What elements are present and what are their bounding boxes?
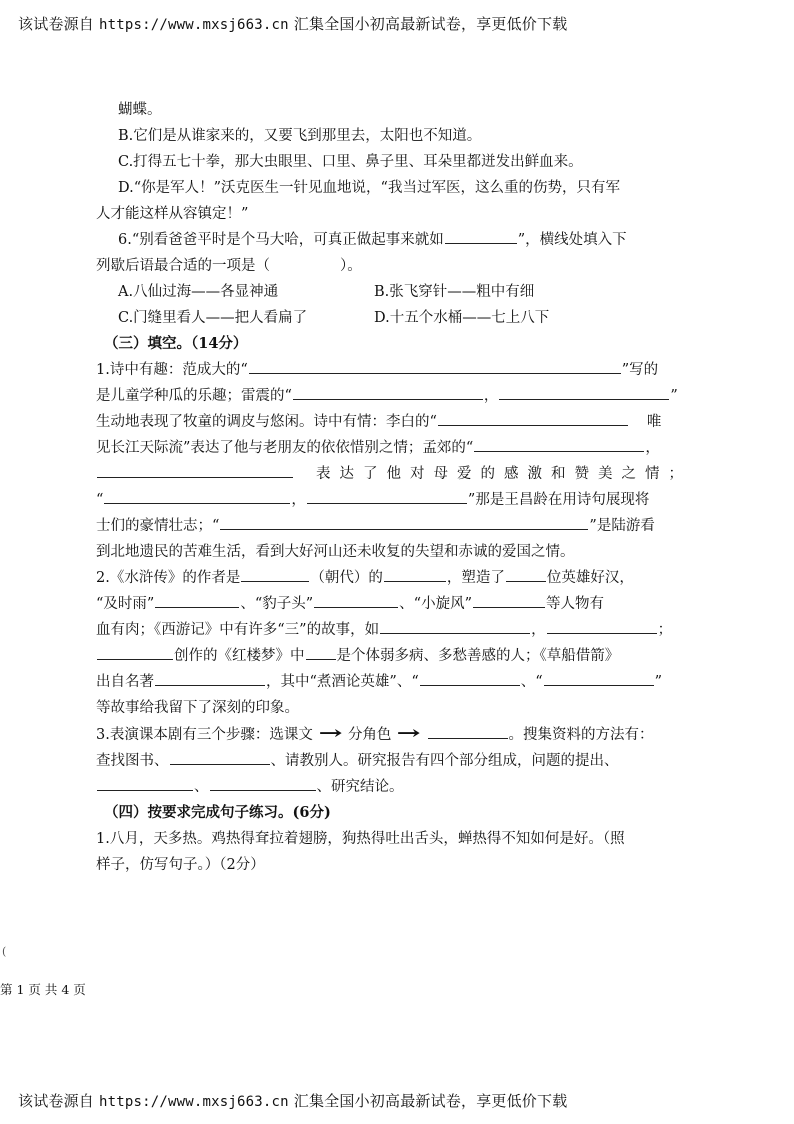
q-text: 、 xyxy=(194,779,209,795)
option-c: C.门缝里看人——把人看扁了 xyxy=(118,310,308,326)
section-3-title: （三）填空。（14分） xyxy=(104,335,248,352)
answer-blank[interactable] xyxy=(241,566,309,582)
q-text: 是儿童学种瓜的乐趣；雷震的“ xyxy=(96,388,292,404)
q2-line xyxy=(96,617,718,643)
option-d-sentence: D.“你是军人！”沃克医生一针见血地说，“我当过军医，这么重的伤势，只有军 xyxy=(118,180,620,196)
q-text: 2.《水浒传》的作者是 xyxy=(96,570,241,586)
q2-line xyxy=(96,643,718,669)
q3-line xyxy=(96,774,718,800)
q-text: “及时雨” xyxy=(96,596,155,612)
source-banner-top xyxy=(18,13,567,34)
answer-blank[interactable] xyxy=(155,592,239,608)
answer-blank[interactable] xyxy=(307,488,467,504)
q-text: ”那是王昌龄在用诗句展现将 xyxy=(467,492,650,508)
q1-line xyxy=(96,383,718,409)
q-text: 。搜集资料的方法有： xyxy=(508,727,654,743)
s4-question-1: 1.八月，天多热。鸡热得耷拉着翅膀，狗热得吐出舌头，蝉热得不知如何是好。（照 xyxy=(96,831,625,847)
q-text: ”写的 xyxy=(621,362,659,378)
page-number-footer: 第 1 页 共 4 页 xyxy=(0,982,86,997)
q-text: 表达了他对母爱的感激和赞美之情； xyxy=(316,466,692,482)
answer-blank[interactable] xyxy=(249,358,621,374)
answer-blank[interactable] xyxy=(155,670,265,686)
q1-line xyxy=(96,435,718,461)
answer-blank[interactable] xyxy=(420,670,520,686)
q-text: 是个体弱多病、多愁善感的人；《草船借箭》 xyxy=(336,648,620,664)
q-text: 等人物有 xyxy=(545,596,604,612)
q-text: ， xyxy=(291,492,306,508)
text-line: 人才能这样从容镇定！” xyxy=(96,206,249,222)
scan-edge-mark: ( xyxy=(2,945,7,958)
answer-blank[interactable] xyxy=(97,644,173,660)
banner-url-link[interactable]: https://www.mxsj663.cn xyxy=(98,1094,289,1110)
q2-line: 等故事给我留下了深刻的印象。 xyxy=(96,700,299,716)
answer-blank[interactable] xyxy=(220,514,588,530)
s4-question-1-cont: 样子，仿写句子。）（2分） xyxy=(96,857,265,873)
options-row xyxy=(96,279,718,305)
q-text: 、“小旋风” xyxy=(399,596,472,612)
banner-prefix: 该试卷源自 xyxy=(18,15,95,33)
answer-blank[interactable] xyxy=(97,462,293,478)
q-text: （朝代）的 xyxy=(310,570,383,586)
question-6 xyxy=(96,227,718,253)
answer-blank[interactable] xyxy=(293,384,483,400)
q-text: 、“ xyxy=(520,674,543,690)
q-text: 分角色 xyxy=(347,727,392,743)
q1-line xyxy=(96,487,718,513)
option-d: D.十五个水桶——七上八下 xyxy=(374,310,550,326)
option-c-sentence: C.打得五七十拳，那大虫眼里、口里、鼻子里、耳朵里都迸发出鲜血来。 xyxy=(118,154,583,170)
q-text: ” xyxy=(670,388,678,404)
q1-line xyxy=(96,409,718,435)
exam-page-content xyxy=(96,97,718,878)
options-row xyxy=(96,305,718,331)
q-text: ”是陆游看 xyxy=(589,518,655,534)
q-text: 位英雄好汉， xyxy=(546,570,634,586)
q-text: 1.诗中有趣：范成大的“ xyxy=(96,362,248,378)
q2-line xyxy=(96,669,718,695)
q-text: 查找图书、 xyxy=(96,753,169,769)
q1-line xyxy=(96,461,718,487)
option-b-sentence: B.它们是从谁家来的，又要飞到那里去，太阳也不知道。 xyxy=(118,128,482,144)
question-text: ）。 xyxy=(340,258,362,274)
answer-blank[interactable] xyxy=(314,592,398,608)
q-text: ，塑造了 xyxy=(446,570,505,586)
q-text: 血有肉；《西游记》中有许多“三”的故事，如 xyxy=(96,622,380,638)
q-text: 唯 xyxy=(646,414,662,430)
q-text: 出自名著 xyxy=(96,674,154,690)
answer-blank[interactable] xyxy=(473,592,545,608)
q3-line xyxy=(96,748,718,774)
answer-blank[interactable] xyxy=(474,436,644,452)
answer-blank[interactable] xyxy=(428,723,508,739)
q-text: ” xyxy=(654,674,663,690)
answer-blank[interactable] xyxy=(170,749,270,765)
q2-line xyxy=(96,565,718,591)
q1-line xyxy=(96,357,718,383)
q-text: ， xyxy=(483,388,499,404)
answer-blank[interactable] xyxy=(104,488,290,504)
source-banner-bottom xyxy=(18,1090,567,1111)
q-text: 3.表演课本剧有三个步骤：选课文 xyxy=(96,727,313,743)
q-text: 创作的《红楼梦》中 xyxy=(174,648,305,664)
answer-blank[interactable] xyxy=(97,775,193,791)
answer-blank[interactable] xyxy=(210,775,316,791)
answer-blank[interactable] xyxy=(380,618,530,634)
q-text: 士们的豪情壮志；“ xyxy=(96,518,220,534)
answer-blank[interactable] xyxy=(306,644,336,660)
q-text: 见长江天际流”表达了他与老朋友的依依惜别之情；孟郊的“ xyxy=(96,440,474,456)
q-text: ； xyxy=(657,622,673,638)
q-text: 、“豹子头” xyxy=(240,596,314,612)
q-text: ，其中“煮酒论英雄”、“ xyxy=(266,674,419,690)
banner-prefix: 该试卷源自 xyxy=(18,1092,95,1110)
banner-url-link[interactable]: https://www.mxsj663.cn xyxy=(98,17,289,33)
question-6-cont xyxy=(96,253,718,279)
q1-line xyxy=(96,513,718,539)
question-text: 列歇后语最合适的一项是（ xyxy=(96,258,270,274)
answer-blank[interactable] xyxy=(384,566,446,582)
q-text: 生动地表现了牧童的调皮与悠闲。诗中有情：李白的“ xyxy=(96,414,437,430)
option-a: A.八仙过海——各显神通 xyxy=(118,284,279,300)
answer-blank[interactable] xyxy=(438,410,628,426)
banner-suffix: 汇集全国小初高最新试卷，享更低价下载 xyxy=(293,15,568,33)
answer-blank[interactable] xyxy=(445,228,517,244)
answer-blank[interactable] xyxy=(544,670,654,686)
arrow-right-icon: → xyxy=(318,723,343,744)
q-text: “ xyxy=(96,492,104,508)
option-b: B.张飞穿针——粗中有细 xyxy=(374,284,535,300)
q-text: 、请教别人。研究报告有四个部分组成，问题的提出、 xyxy=(270,753,619,769)
q1-line: 到北地遗民的苦难生活，看到大好河山还未收复的失望和赤诚的爱国之情。 xyxy=(96,544,575,560)
question-text: ”，横线处填入下 xyxy=(517,232,627,248)
q2-line xyxy=(96,591,718,617)
q3-line xyxy=(96,721,718,748)
q-text: ， xyxy=(531,622,546,638)
banner-suffix: 汇集全国小初高最新试卷，享更低价下载 xyxy=(293,1092,568,1110)
section-4-title: （四）按要求完成句子练习。(6分) xyxy=(104,804,331,821)
text-line: 蝴蝶。 xyxy=(118,102,162,118)
answer-blank[interactable] xyxy=(499,384,669,400)
answer-blank[interactable] xyxy=(506,566,546,582)
question-text: 6.“别看爸爸平时是个马大哈，可真正做起事来就如 xyxy=(118,232,444,248)
q-text: ， xyxy=(645,440,660,456)
arrow-right-icon: → xyxy=(396,723,422,744)
q-text: 、研究结论。 xyxy=(316,779,404,795)
answer-blank[interactable] xyxy=(547,618,657,634)
